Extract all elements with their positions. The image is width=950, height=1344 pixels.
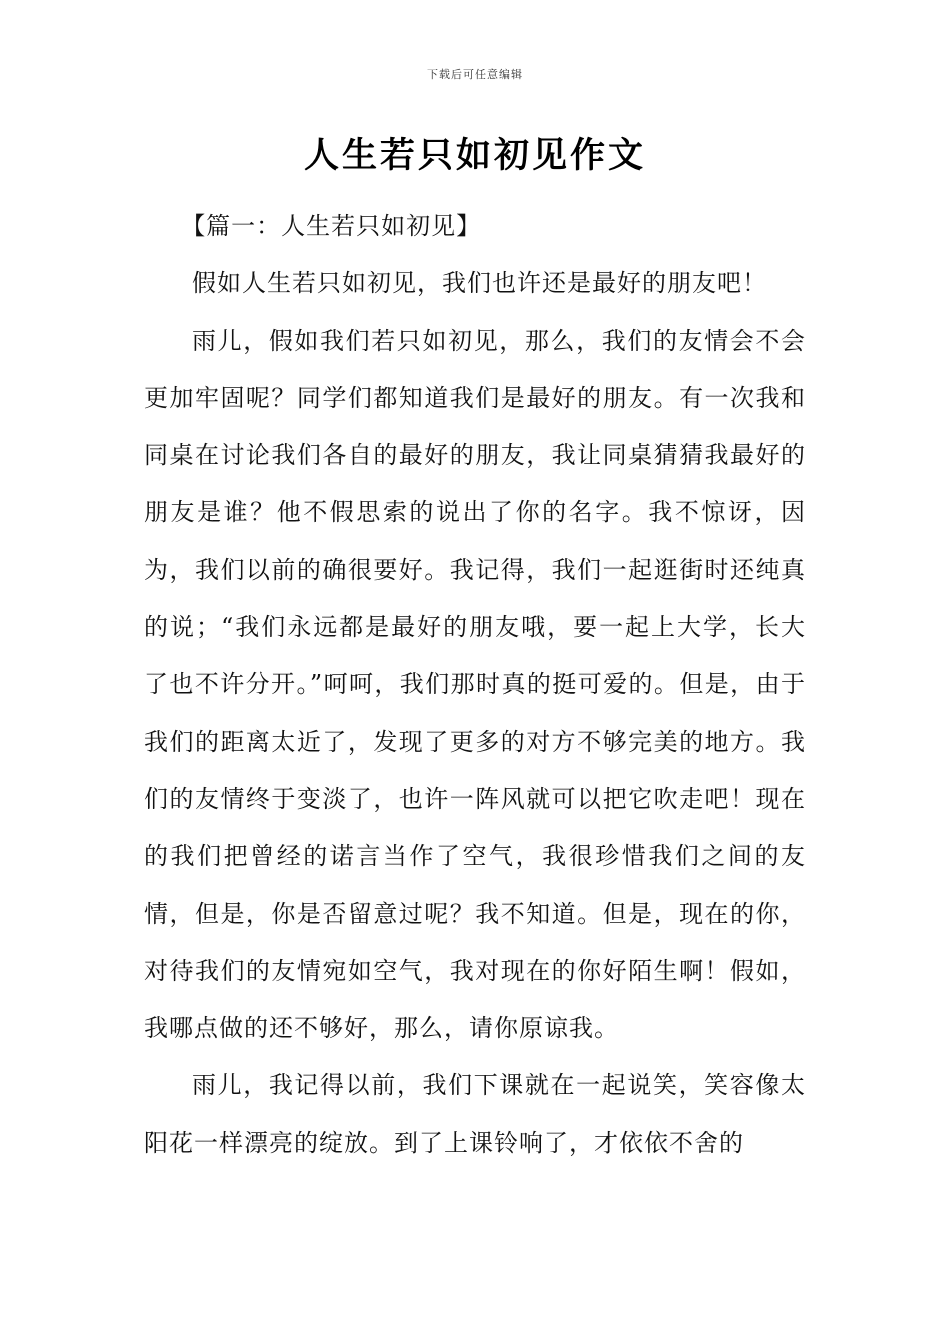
document-title: 人生若只如初见作文	[303, 136, 646, 176]
paragraph-3: 雨儿，我记得以前，我们下课就在一起说笑，笑容像太阳花一样漂亮的绽放。到了上课铃响了，才依依不舍的	[144, 1071, 806, 1157]
header-note: 下载后可任意编辑	[427, 68, 523, 81]
section-heading: 【篇一：人生若只如初见】	[181, 212, 482, 240]
document-body	[144, 198, 806, 1172]
paragraph-1: 假如人生若只如初见，我们也许还是最好的朋友吧！	[192, 269, 767, 298]
paragraph-2: 雨儿，假如我们若只如初见，那么，我们的友情会不会更加牢固呢？同学们都知道我们是最好的朋友。有一次我和同桌在讨论我们各自的最好的朋友，我让同桌猜猜我最好的朋友是谁？他不假思索的说出了你的名字。我不惊讶，因为，我们以前的确很要好。我记得，我们一起逛街时还纯真的说；“我们永远都是最好的朋友哦，要一起上大学，长大了也不许分开。”呵呵，我们那时真的挺可爱的。但是，由于我们的距离太近了，发现了更多的对方不够完美的地方。我们的友情终于变淡了，也许一阵风就可以把它吹走吧！现在的我们把曾经的诺言当作了空气，我很珍惜我们之间的友情，但是，你是否留意过呢？我不知道。但是，现在的你，对待我们的友情宛如空气，我对现在的你好陌生啊！假如，我哪点做的还不够好，那么，请你原谅我。	[144, 326, 806, 1043]
